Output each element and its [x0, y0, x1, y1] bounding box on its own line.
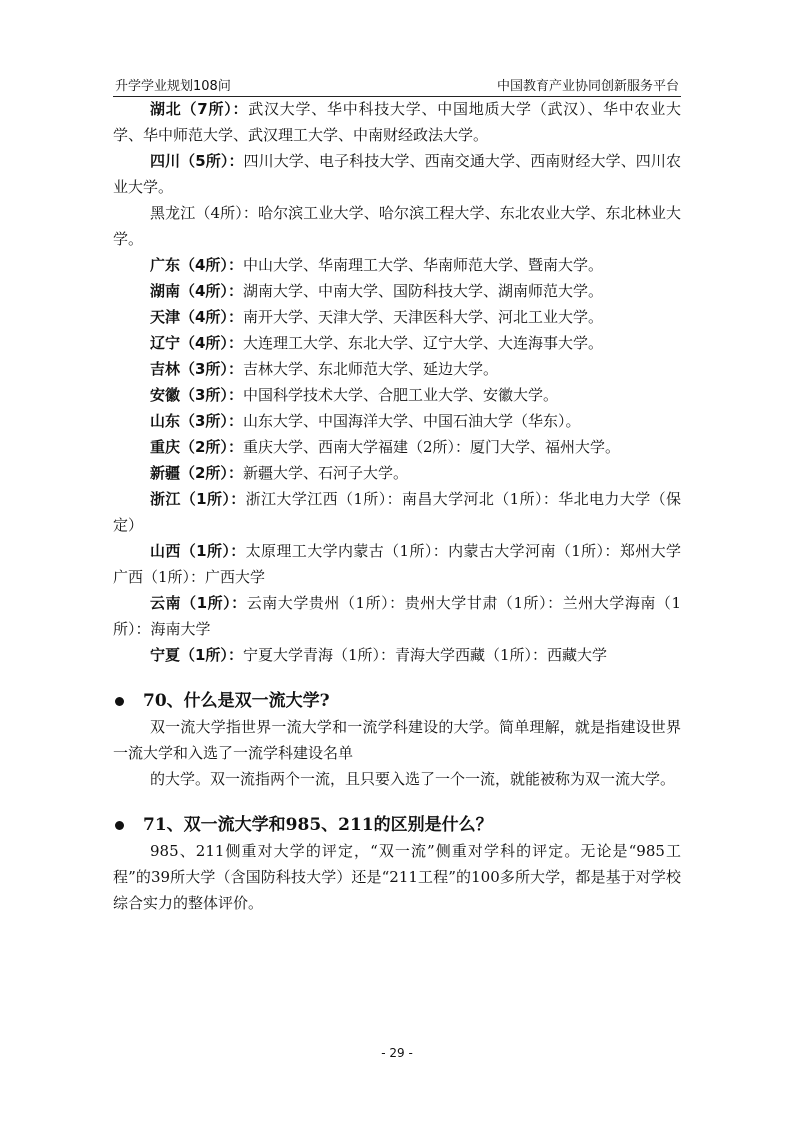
province-label: 云南（1所）： — [150, 594, 247, 612]
province-universities: 四川大学、电子科技大学、西南交通大学、西南财经大学、四川农业大学。 — [113, 152, 681, 196]
province-universities: 武汉大学、华中科技大学、中国地质大学（武汉）、华中农业大学、华中师范大学、武汉理工大学、中南财经政法大学。 — [113, 100, 681, 144]
province-universities: 云南大学贵州（1所）：贵州大学甘肃（1所）：兰州大学海南（1所）：海南大学 — [113, 594, 681, 638]
province-label: 新疆（2所）： — [150, 464, 243, 482]
province-universities: 山东大学、中国海洋大学、中国石油大学（华东）。 — [242, 412, 581, 430]
province-entry — [113, 252, 681, 278]
province-entry — [113, 434, 681, 460]
province-universities: 新疆大学、石河子大学。 — [242, 464, 408, 482]
question-71-paragraph-1: 985、211侧重对大学的评定，“双一流”侧重对学科的评定。无论是“985工程”的39所大学（含国防科技大学）还是“211工程”的100多所大学，都是基于对学校综合实力的整体评价。 — [113, 842, 681, 912]
province-label: 山西（1所）： — [150, 542, 246, 560]
province-universities: 吉林大学、东北师范大学、延边大学。 — [242, 360, 498, 378]
province-label: 安徽（3所）： — [150, 386, 243, 404]
province-entry — [113, 460, 681, 486]
question-70-title: 70、什么是双一流大学? — [143, 691, 330, 711]
header-left-title: 升学学业规划108问 — [115, 79, 231, 94]
province-entry — [113, 200, 681, 252]
province-universities: 重庆大学、西南大学福建（2所）：厦门大学、福州大学。 — [242, 438, 620, 456]
province-label: 广东（4所）： — [150, 256, 243, 274]
province-entry — [113, 590, 681, 642]
bullet-icon — [115, 821, 124, 830]
page-number: - 29 - — [381, 1046, 413, 1060]
province-label: 四川（5所）： — [150, 152, 244, 170]
province-list — [113, 96, 681, 668]
province-entry — [113, 96, 681, 148]
province-label: 湖北（7所）： — [150, 100, 249, 118]
province-entry — [113, 148, 681, 200]
question-71-title: 71、双一流大学和985、211的区别是什么？ — [143, 815, 493, 835]
header-right-title: 中国教育产业协同创新服务平台 — [496, 79, 679, 94]
question-70-paragraph-2: 的大学。双一流指两个一流，且只要入选了一个一流，就能被称为双一流大学。 — [150, 770, 676, 788]
province-universities: 哈尔滨工业大学、哈尔滨工程大学、东北农业大学、东北林业大学。 — [113, 204, 681, 248]
question-70-heading — [113, 688, 681, 714]
page-header — [113, 74, 681, 97]
province-universities: 中山大学、华南理工大学、华南师范大学、暨南大学。 — [242, 256, 603, 274]
province-universities: 太原理工大学内蒙古（1所）：内蒙古大学河南（1所）：郑州大学广西（1所）：广西大学 — [113, 542, 681, 586]
question-71-heading — [113, 812, 681, 838]
question-70-paragraph-1: 双一流大学指世界一流大学和一流学科建设的大学。简单理解，就是指建设世界一流大学和入选了一流学科建设名单 — [113, 718, 681, 762]
province-entry — [113, 538, 681, 590]
province-label: 黑龙江（4所）： — [150, 204, 258, 222]
province-label: 宁夏（1所）： — [150, 646, 243, 664]
province-label: 湖南（4所）： — [150, 282, 243, 300]
province-universities: 宁夏大学青海（1所）：青海大学西藏（1所）：西藏大学 — [242, 646, 608, 664]
page-content — [113, 96, 681, 916]
province-label: 浙江（1所）： — [150, 490, 246, 508]
province-entry — [113, 304, 681, 330]
bullet-icon — [115, 697, 124, 706]
province-universities: 中国科学技术大学、合肥工业大学、安徽大学。 — [242, 386, 558, 404]
province-entry — [113, 278, 681, 304]
province-entry — [113, 642, 681, 668]
province-universities: 湖南大学、中南大学、国防科技大学、湖南师范大学。 — [242, 282, 603, 300]
province-universities: 浙江大学江西（1所）：南昌大学河北（1所）：华北电力大学（保定） — [113, 490, 681, 534]
province-label: 重庆（2所）： — [150, 438, 243, 456]
province-label: 山东（3所）： — [150, 412, 243, 430]
province-entry — [113, 330, 681, 356]
province-label: 天津（4所）： — [150, 308, 243, 326]
province-label: 吉林（3所）： — [150, 360, 243, 378]
province-entry — [113, 382, 681, 408]
province-entry — [113, 486, 681, 538]
province-universities: 大连理工大学、东北大学、辽宁大学、大连海事大学。 — [242, 334, 603, 352]
province-entry — [113, 356, 681, 382]
province-universities: 南开大学、天津大学、天津医科大学、河北工业大学。 — [242, 308, 603, 326]
province-entry — [113, 408, 681, 434]
province-label: 辽宁（4所）： — [150, 334, 243, 352]
